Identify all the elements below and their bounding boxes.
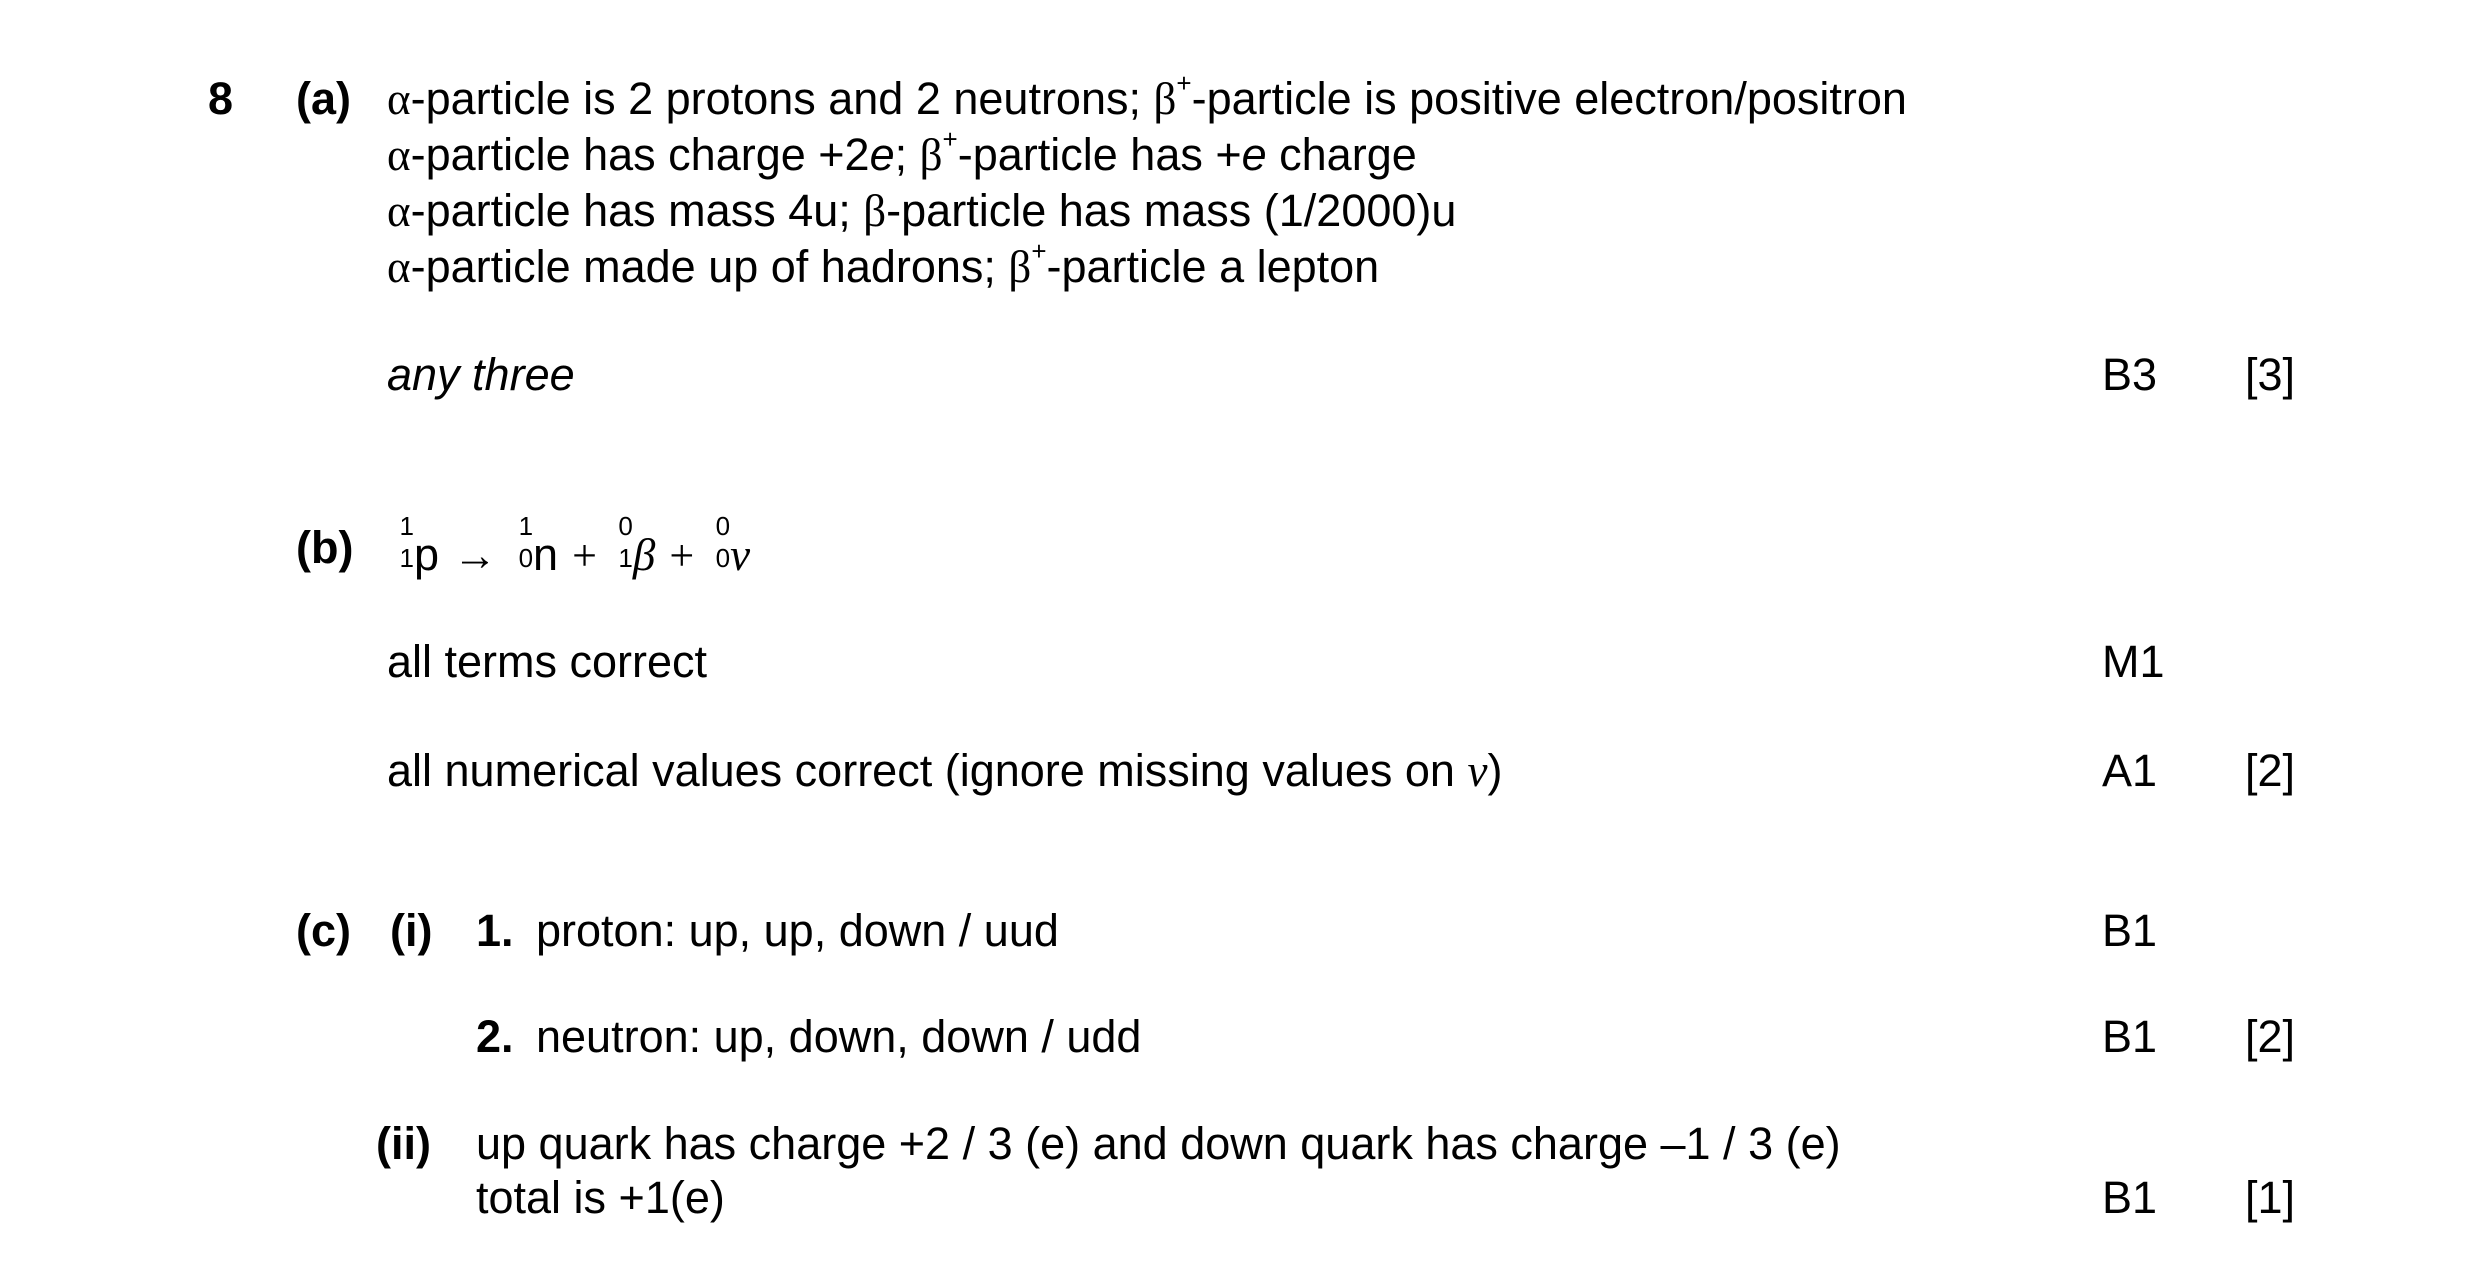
item-2-mark: B1 (2102, 1011, 2158, 1062)
beta-symbol: β (919, 130, 943, 180)
part-c-i-label: (i) (390, 905, 433, 956)
part-b-line-1: all terms correct (387, 636, 708, 687)
part-b-line-2: all numerical values correct (ignore missing values on ν) (387, 745, 1503, 796)
part-c-ii-line-1: up quark has charge +2 / 3 (e) and down quark has charge –1 / 3 (e) (476, 1118, 1841, 1169)
part-c-label: (c) (296, 905, 351, 956)
alpha-symbol: α (387, 130, 411, 180)
part-a-mark: B3 (2102, 349, 2158, 400)
alpha-symbol: α (387, 186, 411, 236)
part-c-ii-total: [1] (2245, 1172, 2296, 1223)
part-b-mark-1: M1 (2102, 636, 2165, 687)
question-number: 8 (208, 73, 234, 124)
item-1-mark: B1 (2102, 905, 2158, 956)
part-a-label: (a) (296, 73, 351, 124)
part-b-total: [2] (2245, 745, 2296, 796)
part-a-line-3: α-particle has mass 4u; β-particle has mass (1/2000)u (387, 185, 1457, 236)
neutrino-symbol: ν (1467, 746, 1488, 796)
decay-equation: 1 1 p → 1 0 n + 0 1 β + 0 0 ν (399, 511, 751, 580)
part-c-i-total: [2] (2245, 1011, 2296, 1062)
beta-symbol: β (1153, 74, 1177, 124)
part-b-mark-2: A1 (2102, 745, 2158, 796)
proton-symbol: p (414, 529, 440, 580)
arrow-icon: → (453, 531, 498, 580)
alpha-symbol: α (387, 74, 411, 124)
part-a-line-1: α-particle is 2 protons and 2 neutrons; β+-particle is positive electron/positron (387, 68, 1907, 124)
item-1-number: 1. (476, 905, 514, 956)
beta-symbol: β (1008, 242, 1032, 292)
part-a-line-2: α-particle has charge +2e; β+-particle has +e charge (387, 124, 1417, 180)
neutron-symbol: n (533, 529, 559, 580)
part-c-ii-mark: B1 (2102, 1172, 2158, 1223)
beta-symbol: β (863, 186, 887, 236)
item-2-text: neutron: up, down, down / udd (536, 1011, 1142, 1062)
alpha-symbol: α (387, 242, 411, 292)
part-b-label: (b) (296, 522, 354, 573)
part-a-line-4: α-particle made up of hadrons; β+-particle a lepton (387, 236, 1380, 292)
item-1-text: proton: up, up, down / uud (536, 905, 1059, 956)
part-a-total: [3] (2245, 349, 2296, 400)
part-c-ii-line-2: total is +1(e) (476, 1172, 725, 1223)
part-c-ii-label: (ii) (376, 1118, 431, 1169)
neutrino-symbol: ν (730, 530, 751, 580)
beta-particle-symbol: β (632, 530, 656, 580)
part-a-note: any three (387, 349, 575, 400)
item-2-number: 2. (476, 1011, 514, 1062)
